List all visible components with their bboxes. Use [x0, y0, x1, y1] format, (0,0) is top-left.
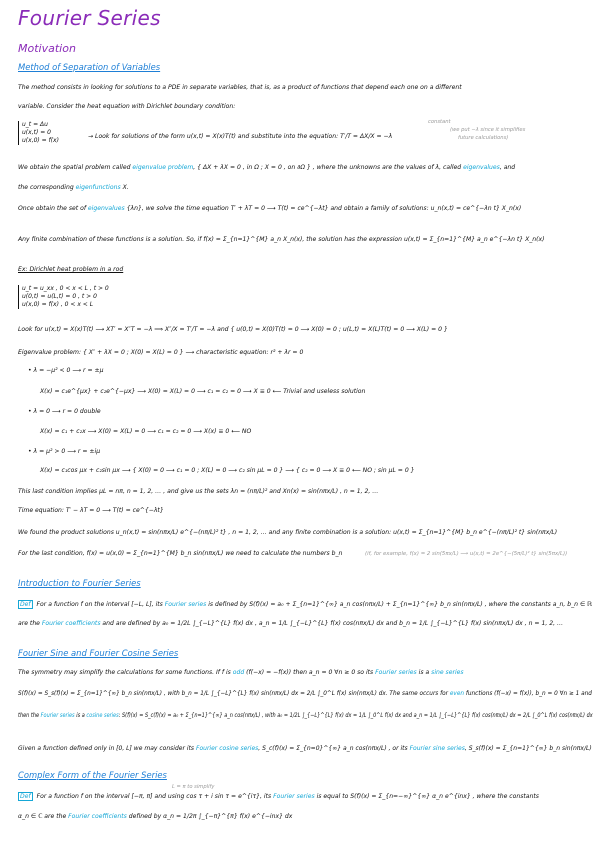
- note: constant: [428, 119, 451, 125]
- example-heading: Ex: Dirichlet heat problem in a rod: [18, 266, 124, 273]
- note: future calculations): [458, 135, 509, 141]
- note: L = π to simplify: [172, 784, 215, 790]
- def-tag: Def: [20, 793, 31, 800]
- text-line: We obtain the spatial problem called eigenvalue problem, { ΔX + λX = 0 , in Ω ; X = 0 , on ∂Ω } , where the unknowns are the values of λ, called eigenvalues, and: [18, 164, 516, 171]
- sine-cosine-heading: Fourier Sine and Fourier Cosine Series: [18, 648, 179, 658]
- text-line: Def For a function f on the interval [−π, π] and using cos τ + i sin τ = e^{iτ}, its Fourier series is equal to S(f)(x) = Σ_{n=−∞}^{∞} α_n e^{inx} , where the constants: [20, 793, 539, 800]
- note: (we put −λ since it simplifies: [450, 127, 526, 133]
- page-title: Fourier Series: [18, 6, 161, 30]
- text-line: → Look for solutions of the form u(x,t) = X(x)T(t) and substitute into the equation: T′/T = ΔX/X = −λ: [88, 133, 393, 140]
- text-line: This last condition implies μL = nπ, n = 1, 2, … , and give us the sets λn = (nπ/L)² and Xn(x) = sin(nπx/L) , n = 1, 2, …: [18, 488, 379, 495]
- text-line: The method consists in looking for solutions to a PDE in separate variables, that is, as a product of functions that depend each one on a different: [18, 84, 462, 91]
- motivation-heading: Motivation: [18, 42, 76, 55]
- text-line: Given a function defined only in [0, L] we may consider its Fourier cosine series, S_c(f)(x) = Σ_{n=0}^{∞} a_n cos(nπx/L) , or its Fourier sine series, S_s(f)(x) = Σ_{n=1}^{∞} b_n sin(nπx/L): [18, 745, 592, 752]
- text-line: S(f)(x) = S_s(f)(x) = Σ_{n=1}^{∞} b_n sin(nπx/L) , with b_n = 1/L ∫_{−L}^{L} f(x) sin(nπx/L) dx = 2/L ∫_0^L f(x) sin(nπx/L) dx. The same occurs for even functions (f(−x) = f(x)), b_n = 0 ∀n ≥ 1 and: [18, 690, 592, 697]
- text-line: Any finite combination of these functions is a solution. So, if f(x) = Σ_{n=1}^{M} a_n X_n(x), the solution has the expression u(x,t) = Σ_{n=1}^{M} a_n e^{−λn t} X_n(x): [18, 236, 545, 243]
- text-line: then the Fourier series is a cosine series: S(f)(x) = S_c(f)(x) = a₀ + Σ_{n=1}^{∞} a_n cos(nπx/L) , with a₀ = 1/2L ∫_{−L}^{L} f(x) dx = 1/L ∫_0^L f(x) dx and a_n = 1/L ∫_{−L}^{L} f(x) cos(nπx/L) dx = 2/L ∫_0^L f(x) cos(nπx/L) dx: [18, 712, 593, 719]
- text-line: X(x) = c₁e^{μx} + c₂e^{−μx} ⟶ X(0) = X(L) = 0 ⟶ c₁ = c₂ = 0 ⟶ X ≡ 0 ⟵ Trivial and useless solution: [40, 388, 366, 395]
- text-line: We found the product solutions u_n(x,t) = sin(nπx/L) e^{−(nπ/L)² t} , n = 1, 2, … and any finite combination is a solution: u(x,t) = Σ_{n=1}^{M} b_n e^{−(nπ/L)² t} sin(nπx/L): [18, 529, 558, 536]
- note: (if, for example, f(x) = 2 sin(5πx/L) ⟶ u(x,t) = 2e^{−(5π/L)² t} sin(5πx/L)): [365, 551, 568, 557]
- text-line: Once obtain the set of eigenvalues {λn}, we solve the time equation T′ + λT = 0 ⟶ T(t) = ce^{−λt} and obtain a family of solutions: u_n(x,t) = ce^{−λn t} X_n(x): [18, 205, 522, 212]
- text-line: Time equation: T′ − λT = 0 ⟶ T(t) = ce^{−λt}: [18, 507, 164, 514]
- text-line: • λ = −μ² < 0 ⟶ r = ±μ: [28, 367, 104, 374]
- text-line: the corresponding eigenfunctions X.: [18, 184, 129, 191]
- text-line: Def For a function f on the interval [−L, L], its Fourier series is defined by S(f)(x) = a₀ + Σ_{n=1}^{∞} a_n cos(nπx/L) + Σ_{n=1}^{∞} b_n sin(nπx/L) , where the constants a_n, b_n ∈ ℝ: [19, 601, 593, 608]
- rod-system: u_t = u_xx , 0 < x < L , t > 0 u(0,t) = u(L,t) = 0 , t > 0 u(x,0) = f(x) , 0 < x < L: [18, 285, 109, 309]
- text-line: • λ = 0 ⟶ r = 0 double: [28, 408, 101, 415]
- text-line: • λ = μ² > 0 ⟶ r = ±iμ: [28, 448, 101, 455]
- text-line: Look for u(x,t) = X(x)T(t) ⟶ XT′ = X″T = −λ ⟹ X″/X = T′/T = −λ and { u(0,t) = X(0)T(t) = 0 ⟶ X(0) = 0 ; u(L,t) = X(L)T(t) = 0 ⟶ X(L) = 0 }: [18, 326, 448, 333]
- intro-fourier-heading: Introduction to Fourier Series: [18, 578, 141, 588]
- text-line: The symmetry may simplify the calculations for some functions. If f is odd (f(−x) = −f(x)) then a_n = 0 ∀n ≥ 0 so its Fourier series is a sine series: [18, 669, 464, 676]
- text-line: X(x) = c₁cos μx + c₂sin μx ⟶ { X(0) = 0 ⟶ c₁ = 0 ; X(L) = 0 ⟶ c₂ sin μL = 0 } ⟶ { c₂ = 0 ⟶ X ≡ 0 ⟵ NO ; sin μL = 0 }: [40, 467, 415, 474]
- complex-heading: Complex Form of the Fourier Series: [18, 770, 167, 780]
- separation-heading: Method of Separation of Variables: [18, 62, 161, 72]
- text-line: For the last condition, f(x) = u(x,0) = Σ_{n=1}^{M} b_n sin(nπx/L) we need to calculate the numbers b_n: [18, 550, 343, 557]
- def-tag: Def: [19, 601, 31, 608]
- heat-system: u_t = Δu u(x,t) = 0 u(x,0) = f(x): [18, 121, 59, 145]
- text-line: X(x) = c₁ + c₂x ⟶ X(0) = X(L) = 0 ⟶ c₁ = c₂ = 0 ⟶ X(x) ≡ 0 ⟵ NO: [40, 428, 252, 435]
- text-line: variable. Consider the heat equation with Dirichlet boundary condition:: [18, 103, 236, 110]
- text-line: Eigenvalue problem: { X″ + λX = 0 ; X(0) = X(L) = 0 } ⟶ characteristic equation: r² + λr = 0: [18, 349, 304, 356]
- text-line: are the Fourier coefficients and are defined by a₀ = 1/2L ∫_{−L}^{L} f(x) dx , a_n = 1/L ∫_{−L}^{L} f(x) cos(nπx/L) dx and b_n = 1/L ∫_{−L}^{L} f(x) sin(nπx/L) dx , n = 1, 2, …: [18, 620, 564, 627]
- text-line: α_n ∈ ℂ are the Fourier coefficients defined by α_n = 1/2π ∫_{−π}^{π} f(x) e^{−inx} dx: [18, 813, 293, 820]
